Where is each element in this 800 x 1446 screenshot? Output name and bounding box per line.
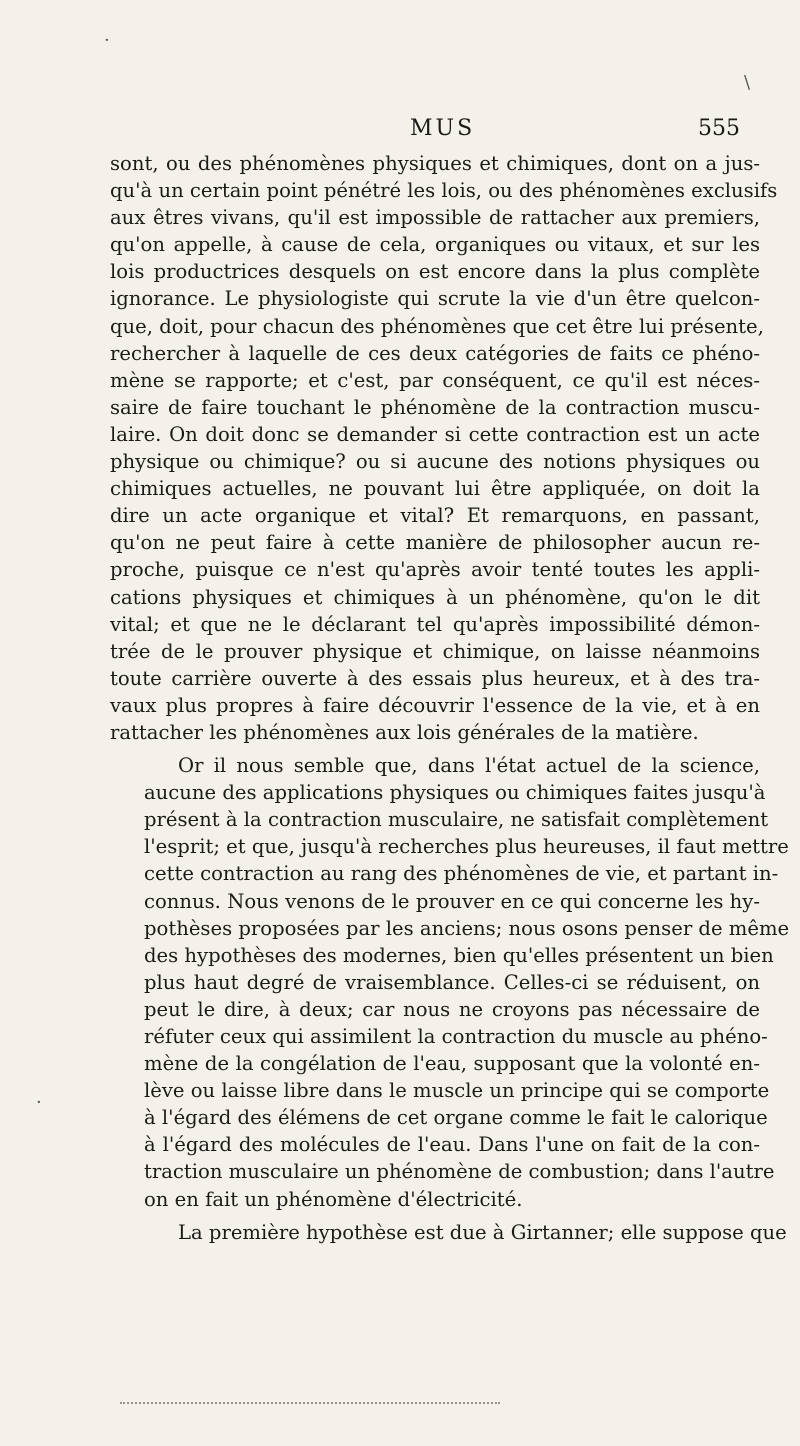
- margin-speck: \: [744, 72, 751, 93]
- text-line: que, doit, pour chacun des phénomènes que cet être lui présente,: [110, 314, 764, 338]
- text-line: aucune des applications physiques ou chimiques faites jusqu'à: [144, 781, 766, 805]
- paragraph: [110, 752, 790, 1213]
- margin-speck: ·: [36, 1092, 42, 1113]
- footer-rule: [120, 1402, 500, 1404]
- text-line: rattacher les phénomènes aux lois générales de la matière.: [110, 720, 699, 744]
- text-line: pothèses proposées par les anciens; nous osons penser de même: [144, 916, 790, 940]
- text-line: trée de le prouver physique et chimique, on laisse néanmoins: [110, 639, 760, 663]
- text-line: mène se rapporte; et c'est, par conséquent, ce qu'il est néces-: [110, 368, 760, 392]
- text-line: La première hypothèse est due à Girtanner; elle suppose que: [178, 1220, 787, 1244]
- text-line: on en fait un phénomène d'électricité.: [144, 1187, 523, 1211]
- page-header: [110, 116, 760, 150]
- text-line: mène de la congélation de l'eau, supposant que la volonté en-: [144, 1052, 760, 1076]
- text-line: Or il nous semble que, dans l'état actuel de la science,: [178, 754, 760, 778]
- text-line: sont, ou des phénomènes physiques et chimiques, dont on a jus-: [110, 152, 760, 175]
- text-line: physique ou chimique? ou si aucune des notions physiques ou: [110, 450, 760, 474]
- text-line: traction musculaire un phénomène de combustion; dans l'autre: [144, 1160, 775, 1184]
- text-line: plus haut degré de vraisemblance. Celles-ci se réduisent, on: [144, 970, 760, 994]
- body-text: [110, 150, 790, 1246]
- text-line: saire de faire touchant le phénomène de la contraction muscu-: [110, 395, 760, 419]
- running-head: MUS: [410, 116, 476, 141]
- text-line: proche, puisque ce n'est qu'après avoir tenté toutes les appli-: [110, 558, 760, 582]
- text-line: cations physiques et chimiques à un phénomène, qu'on le dit: [110, 585, 760, 609]
- text-line: lève ou laisse libre dans le muscle un principe qui se comporte: [144, 1079, 770, 1103]
- text-line: qu'on appelle, à cause de cela, organiques ou vitaux, et sur les: [110, 233, 760, 257]
- text-line: réfuter ceux qui assimilent la contraction du muscle au phéno-: [144, 1025, 768, 1048]
- text-line: aux êtres vivans, qu'il est impossible de rattacher aux premiers,: [110, 206, 760, 230]
- text-line: des hypothèses des modernes, bien qu'elles présentent un bien: [144, 943, 774, 967]
- text-line: dire un acte organique et vital? Et remarquons, en passant,: [110, 504, 760, 528]
- text-line: lois productrices desquels on est encore dans la plus complète: [110, 260, 760, 284]
- text-line: chimiques actuelles, ne pouvant lui être appliquée, on doit la: [110, 477, 760, 501]
- text-line: rechercher à laquelle de ces deux catégories de faits ce phéno-: [110, 341, 760, 365]
- text-line: connus. Nous venons de le prouver en ce qui concerne les hy-: [144, 889, 760, 913]
- margin-speck: ·: [104, 30, 110, 51]
- text-line: cette contraction au rang des phénomènes de vie, et partant in-: [144, 862, 779, 886]
- text-line: vital; et que ne le déclarant tel qu'après impossibilité démon-: [110, 612, 760, 636]
- text-line: vaux plus propres à faire découvrir l'essence de la vie, et à en: [110, 693, 760, 717]
- text-line: l'esprit; et que, jusqu'à recherches plus heureuses, il faut mettre: [144, 835, 789, 859]
- text-line: présent à la contraction musculaire, ne satisfait complètement: [144, 808, 769, 832]
- text-line: à l'égard des molécules de l'eau. Dans l'une on fait de la con-: [144, 1133, 760, 1157]
- text-line: à l'égard des élémens de cet organe comme le fait le calorique: [144, 1106, 768, 1130]
- text-line: peut le dire, à deux; car nous ne croyons pas nécessaire de: [144, 997, 760, 1021]
- paragraph: [110, 1219, 787, 1246]
- page-number: 555: [698, 116, 740, 141]
- text-line: qu'on ne peut faire à cette manière de philosopher aucun re-: [110, 531, 760, 555]
- text-line: qu'à un certain point pénétré les lois, ou des phénomènes exclusifs: [110, 179, 778, 203]
- text-line: toute carrière ouverte à des essais plus heureux, et à des tra-: [110, 666, 760, 690]
- text-line: ignorance. Le physiologiste qui scrute la vie d'un être quelcon-: [110, 287, 760, 311]
- text-line: laire. On doit donc se demander si cette contraction est un acte: [110, 422, 760, 446]
- paragraph: [110, 150, 778, 746]
